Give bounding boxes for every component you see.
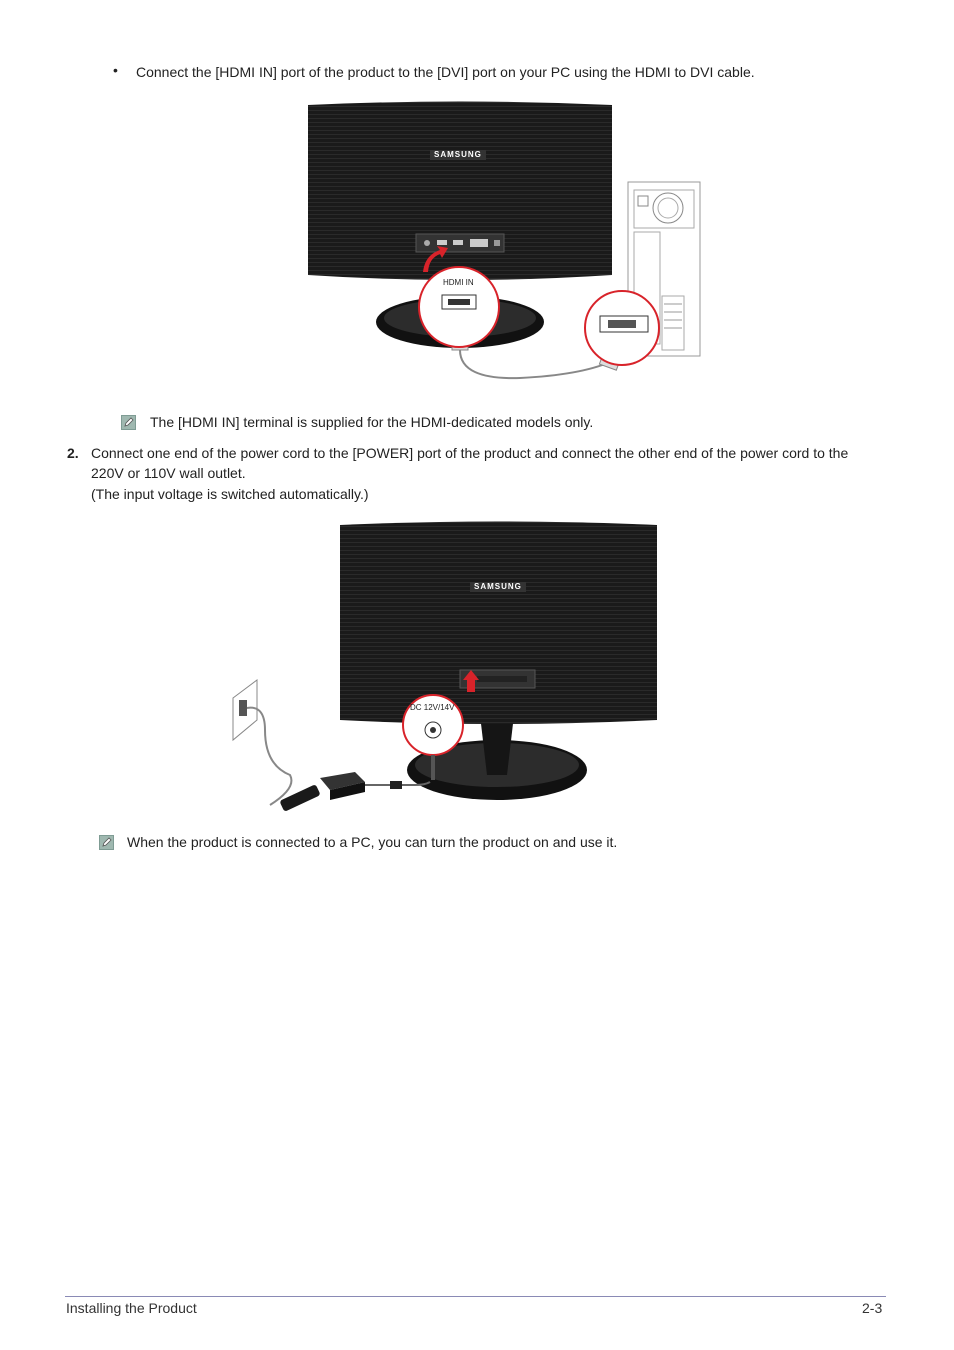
power-plug-icon (279, 784, 320, 812)
step2-line1: Connect one end of the power cord to the [POWER] port of the product and connect the other end of the power cord to the (91, 445, 849, 461)
note1-text: The [HDMI IN] terminal is supplied for the HDMI-dedicated models only. (150, 414, 594, 430)
footer-rule (65, 1296, 886, 1297)
note2-text: When the product is connected to a PC, you can turn the product on and use it. (127, 834, 618, 850)
step-number: 2. (67, 445, 79, 461)
step2-line3: (The input voltage is switched automatically.) (91, 486, 369, 502)
footer-page-number: 2-3 (862, 1300, 883, 1316)
figure2-callout-label: DC 12V/14V (410, 703, 455, 712)
note-pencil-icon (99, 835, 114, 850)
step2-line2: 220V or 110V wall outlet. (91, 465, 246, 481)
power-connection-figure (225, 520, 665, 820)
bullet-text: Connect the [HDMI IN] port of the product to the [DVI] port on your PC using the HDMI to DVI cable. (136, 64, 755, 80)
hdmi-dvi-connection-figure (300, 100, 710, 400)
wall-outlet-icon (233, 680, 257, 740)
bullet-marker: • (113, 62, 118, 78)
footer-section-title: Installing the Product (66, 1300, 197, 1316)
figure2-brand-label: SAMSUNG (470, 582, 526, 592)
note-pencil-icon (121, 415, 136, 430)
figure1-callout-label: HDMI IN (443, 278, 474, 287)
monitor-back-panel (340, 522, 657, 725)
hdmi-to-dvi-cable-icon (460, 350, 610, 378)
figure1-brand-label: SAMSUNG (430, 150, 486, 160)
monitor-back-panel (308, 102, 612, 281)
